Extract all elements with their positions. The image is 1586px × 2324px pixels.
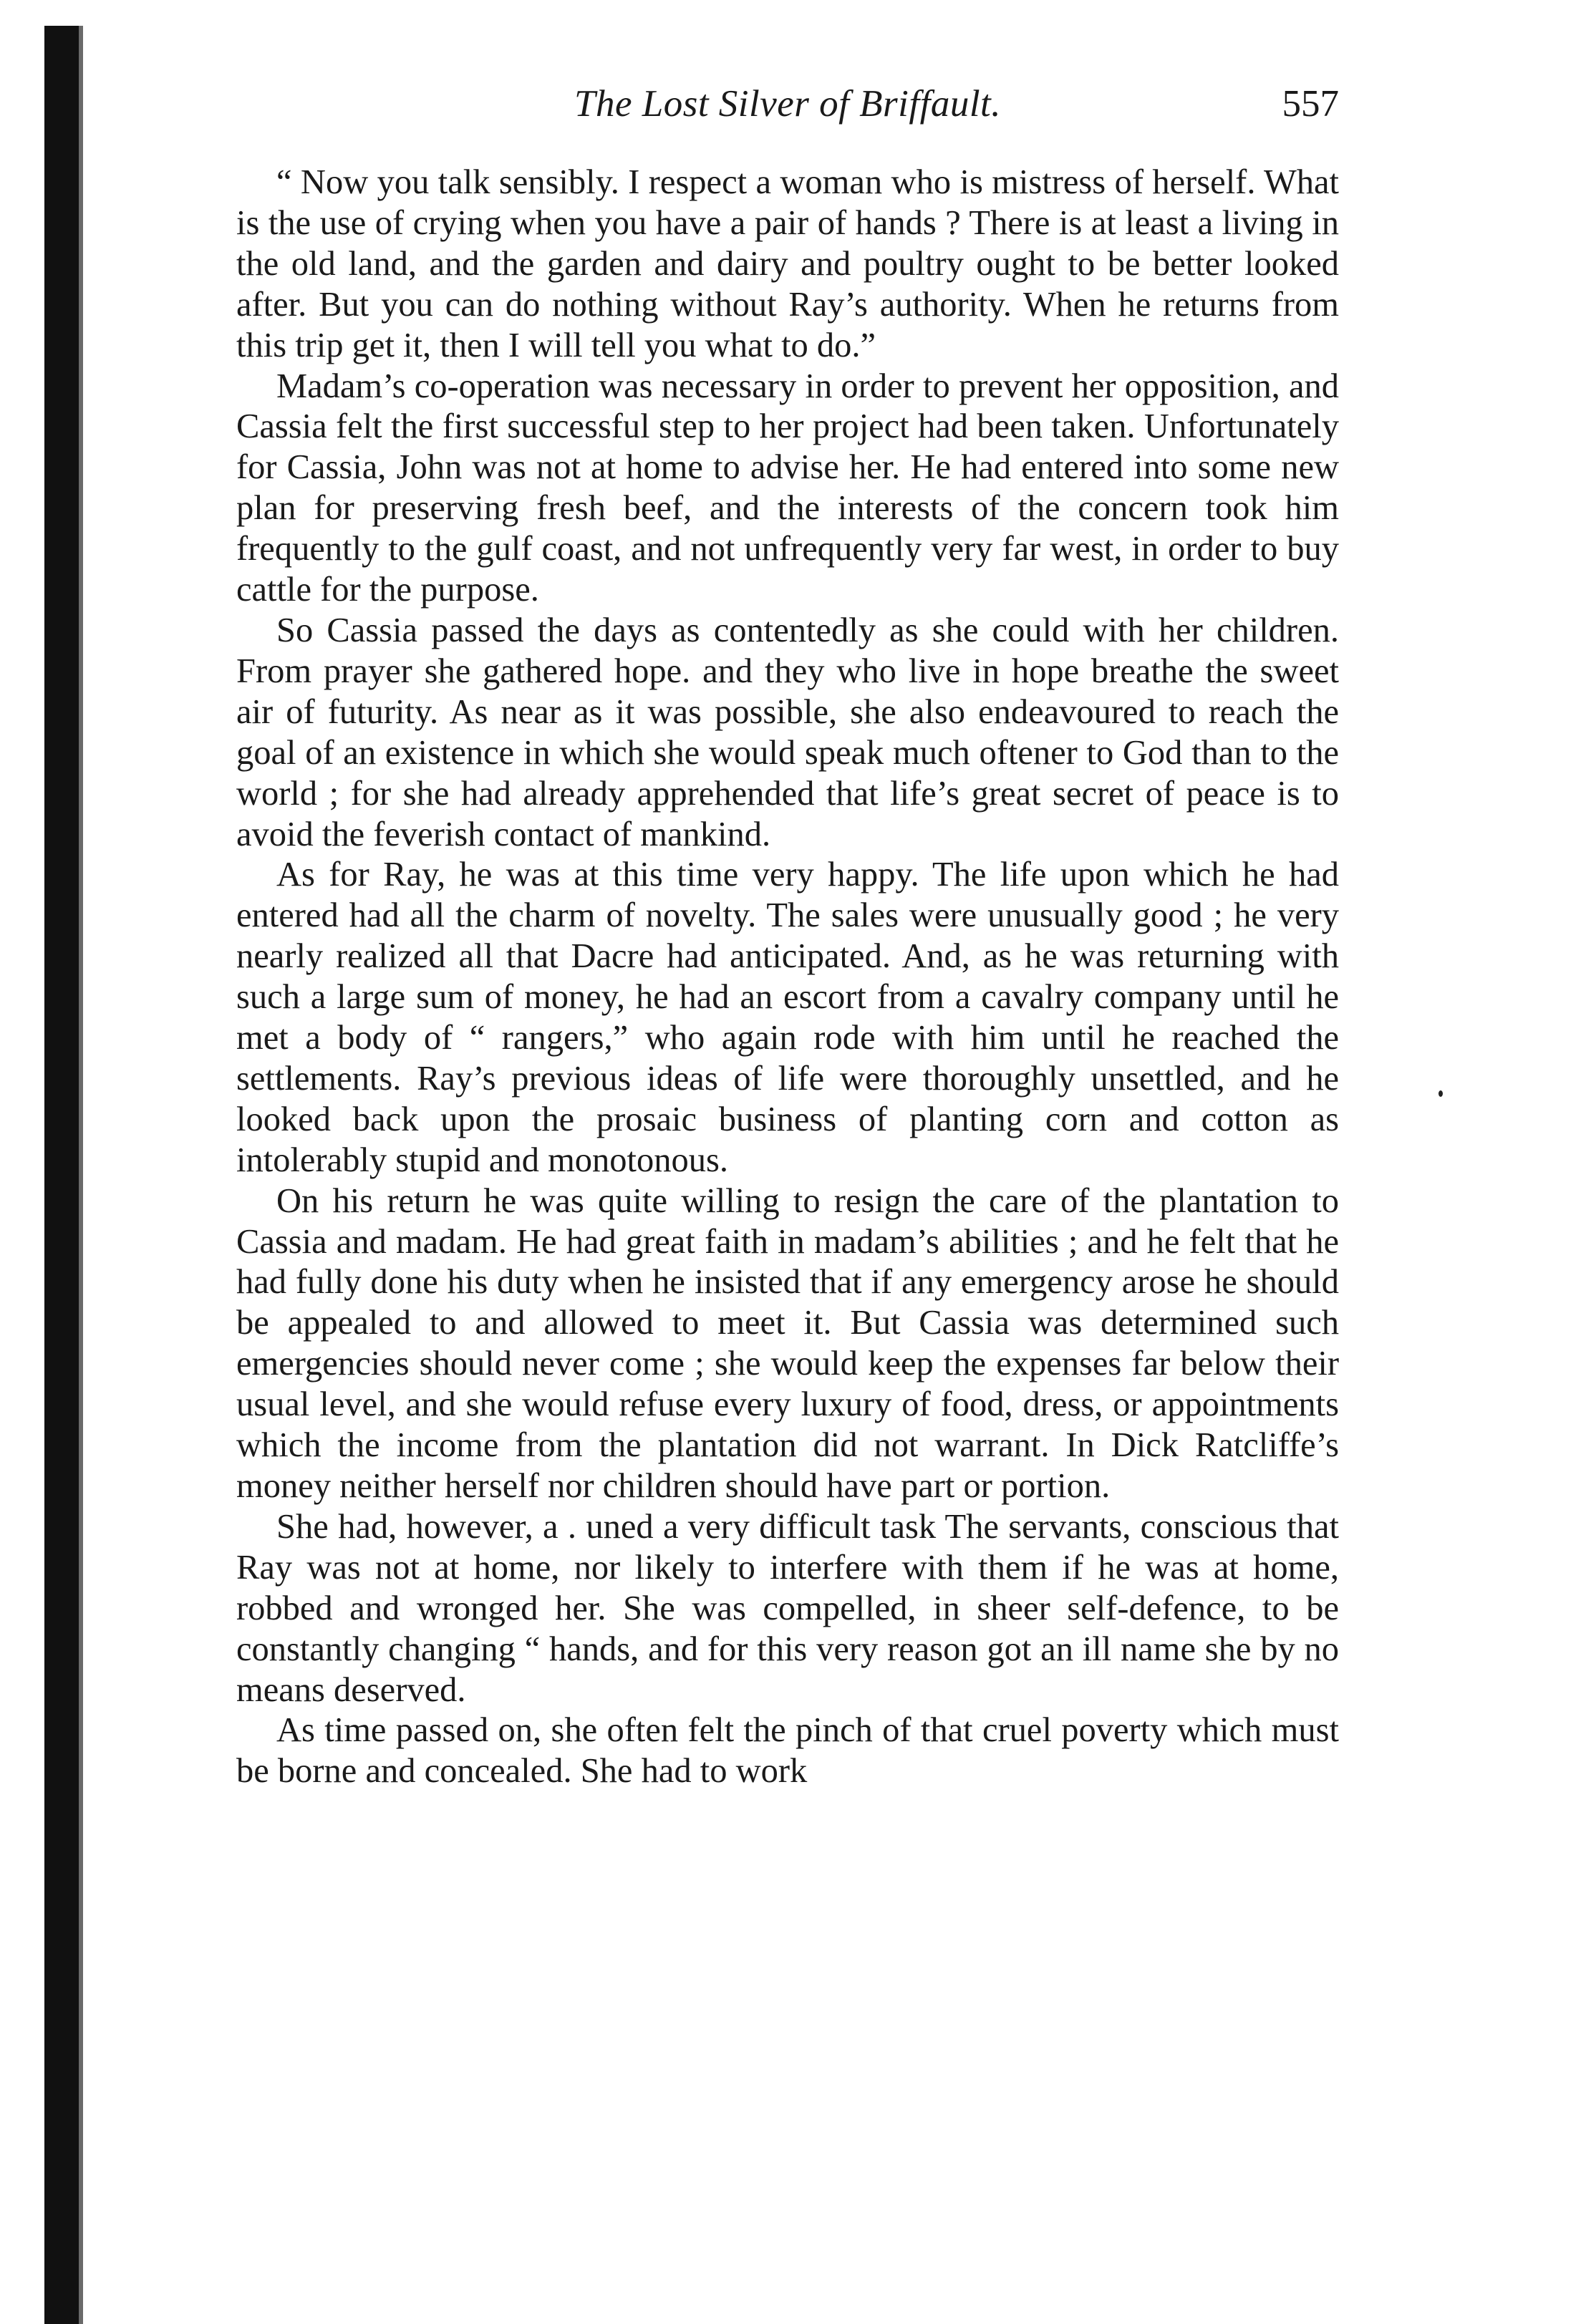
binding-shadow	[79, 26, 83, 2324]
paragraph: Madam’s co-operation was necessary in order to prevent her opposition, and Cassia felt the first successful step to her project had been taken. Unfortunately for Cassia, John was not at home to advise her. He had entered into some new plan for preserving fresh beef, and the interests of the concern took him frequently to the gulf coast, and not unfrequently very far west, in order to buy cattle for the purpose.	[236, 367, 1339, 609]
page-header	[236, 75, 1339, 140]
running-title: The Lost Silver of Briffault.	[574, 83, 1002, 125]
page-number: 557	[1282, 83, 1339, 125]
paragraph: So Cassia passed the days as contentedly as she could with her children. From prayer she gathered hope. and they who live in hope breathe the sweet air of futurity. As near as it was possible, she also endeavoured to reach the goal of an existence in which she would speak much oftener to God than to the world ; for she had already apprehended that life’s great secret of peace is to avoid the feverish contact of mankind.	[236, 611, 1339, 853]
paragraph: “ Now you talk sensibly. I respect a woman who is mistress of herself. What is the use of crying when you have a pair of hands ? There is at least a living in the old land, and the garden and dairy and poultry ought to be better looked after. But you can do nothing without Ray’s authority. When he returns from this trip get it, then I will tell you what to do.”	[236, 163, 1339, 364]
paragraph: She had, however, a . uned a very difficult task The servants, conscious that Ray was not at home, nor likely to interfere with them if he was at home, robbed and wronged her. She was compelled, in sheer self-defence, to be constantly changing “ hands, and for this very reason got an ill name she by no means deserved.	[236, 1507, 1339, 1709]
paragraph: As time passed on, she often felt the pinch of that cruel poverty which must be borne and concealed. She had to work	[236, 1711, 1339, 1791]
ink-speck	[1438, 1090, 1443, 1097]
paragraph: On his return he was quite willing to resign the care of the plantation to Cassia and madam. He had great faith in madam’s abilities ; and he felt that he had fully done his duty when he insisted that if any emergency arose he should be appealed to and allowed to meet it. But Cassia was determined such emergencies should never come ; she would keep the expenses far below their usual level, and she would refuse every luxury of food, dress, or appointments which the income from the plantation did not warrant. In Dick Ratcliffe’s money neither herself nor children should have part or portion.	[236, 1181, 1339, 1505]
body-text	[236, 163, 1339, 1792]
binding-edge	[44, 26, 79, 2324]
paragraph: As for Ray, he was at this time very happy. The life upon which he had entered had all the charm of novelty. The sales were unusually good ; he very nearly realized all that Dacre had anticipated. And, as he was returning with such a large sum of money, he had an escort from a cavalry company until he met a body of “ rangers,” who again rode with him until he reached the settlements. Ray’s previous ideas of life were thoroughly unsettled, and he looked back upon the prosaic business of planting corn and cotton as intolerably stupid and monotonous.	[236, 856, 1339, 1179]
